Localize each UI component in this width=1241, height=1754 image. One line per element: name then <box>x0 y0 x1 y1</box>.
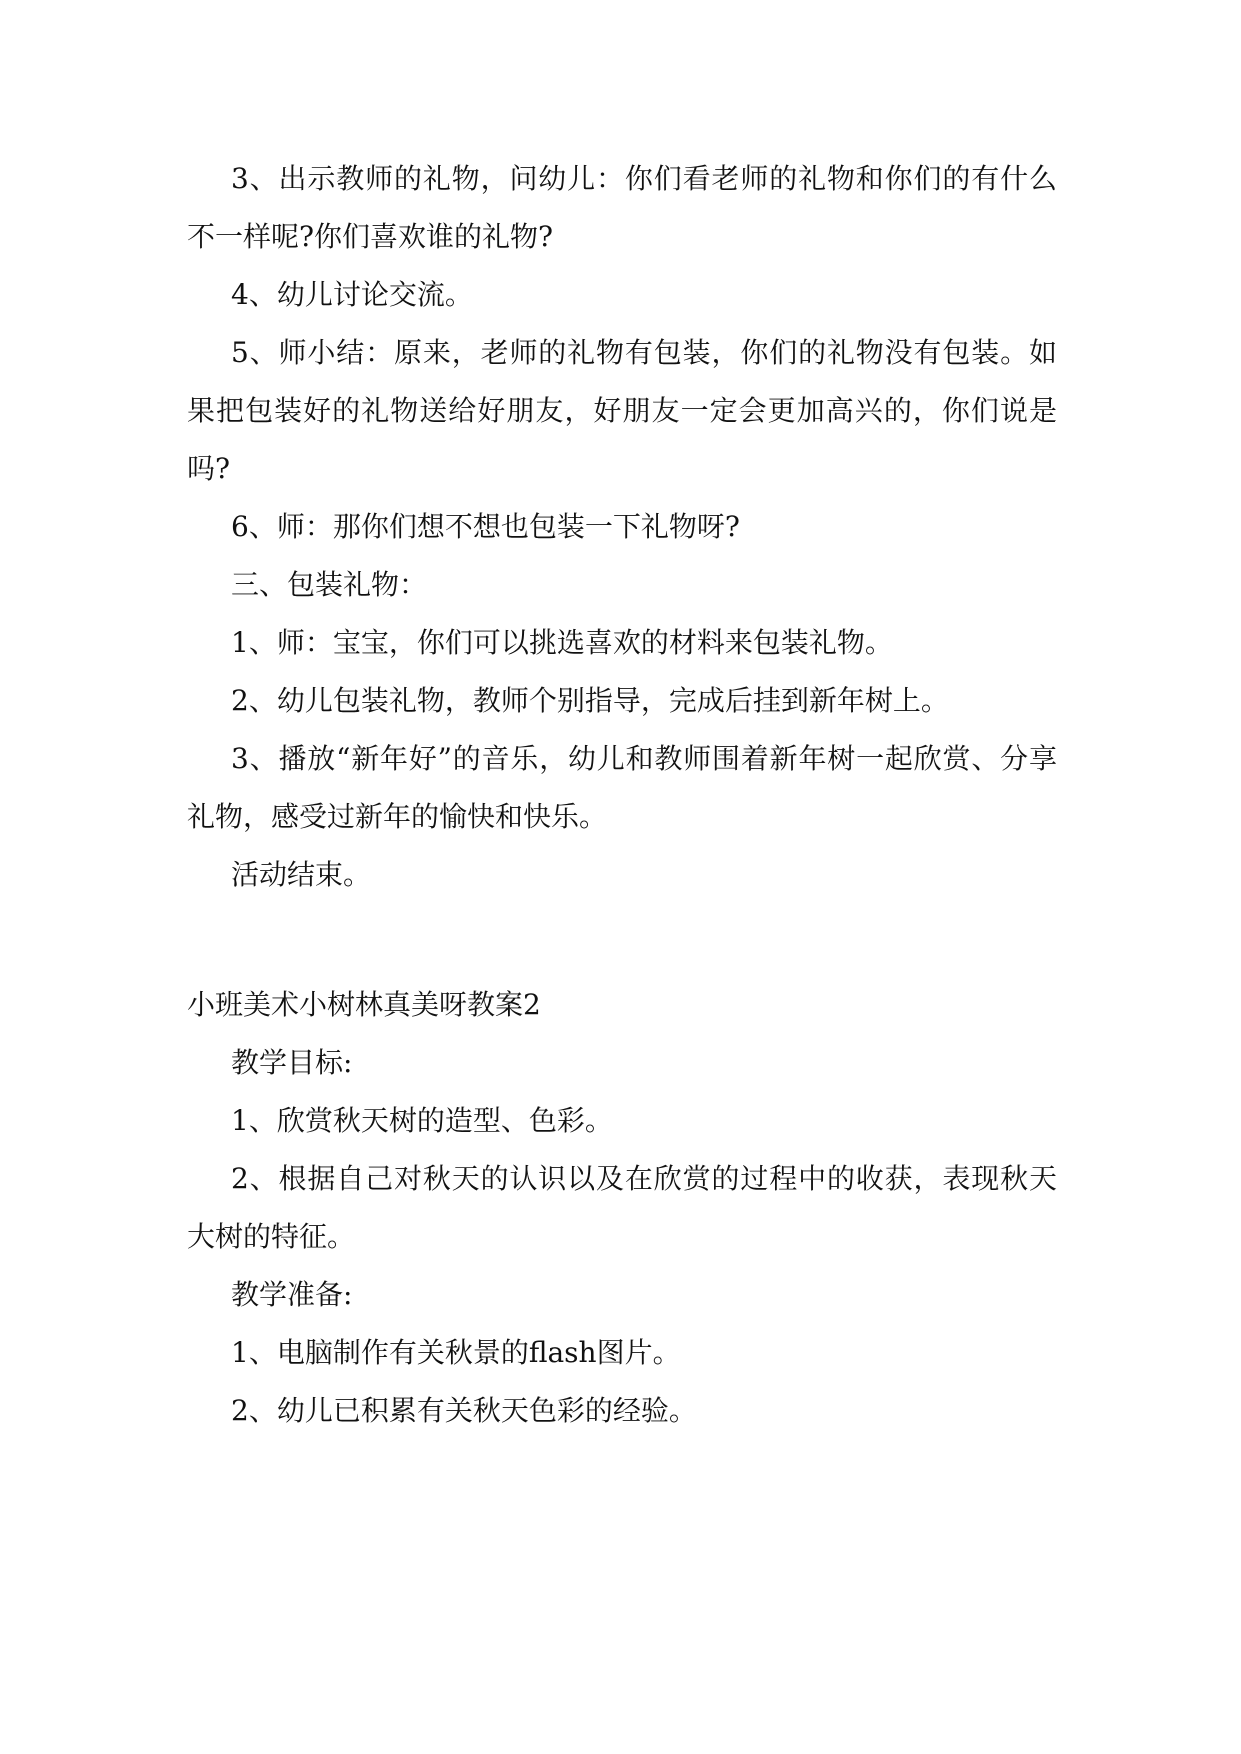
paragraph-step-6: 6、师：那你们想不想也包装一下礼物呀? <box>231 510 740 543</box>
section-heading-wrap-gift: 三、包装礼物： <box>231 568 428 601</box>
paragraph-wrap-step-2: 2、幼儿包装礼物，教师个别指导，完成后挂到新年树上。 <box>231 684 949 717</box>
goal-item-2: 2、根据自己对秋天的认识以及在欣赏的过程中的收获，表现秋天大树的特征。 <box>187 1162 1057 1253</box>
paragraph-step-4: 4、幼儿讨论交流。 <box>231 278 473 311</box>
prep-item-2: 2、幼儿已积累有关秋天色彩的经验。 <box>231 1394 697 1427</box>
lesson-plan-title: 小班美术小树林真美呀教案2 <box>187 988 541 1021</box>
teaching-goals-heading: 教学目标: <box>231 1046 353 1079</box>
prep-item-1: 1、电脑制作有关秋景的flash图片。 <box>231 1336 681 1369</box>
paragraph-wrap-step-3: 3、播放“新年好”的音乐，幼儿和教师围着新年树一起欣赏、分享礼物，感受过新年的愉快和快乐。 <box>187 742 1057 833</box>
teaching-prep-heading: 教学准备: <box>231 1278 353 1311</box>
paragraph-wrap-step-1: 1、师：宝宝，你们可以挑选喜欢的材料来包装礼物。 <box>231 626 893 659</box>
goal-item-1: 1、欣赏秋天树的造型、色彩。 <box>231 1104 613 1137</box>
paragraph-step-3: 3、出示教师的礼物，问幼儿：你们看老师的礼物和你们的有什么不一样呢?你们喜欢谁的礼物? <box>187 162 1057 253</box>
paragraph-step-5: 5、师小结：原来，老师的礼物有包装，你们的礼物没有包装。如果把包装好的礼物送给好朋友，好朋友一定会更加高兴的，你们说是吗? <box>187 336 1057 485</box>
paragraph-activity-end: 活动结束。 <box>231 858 372 891</box>
document-body <box>187 150 1057 1440</box>
